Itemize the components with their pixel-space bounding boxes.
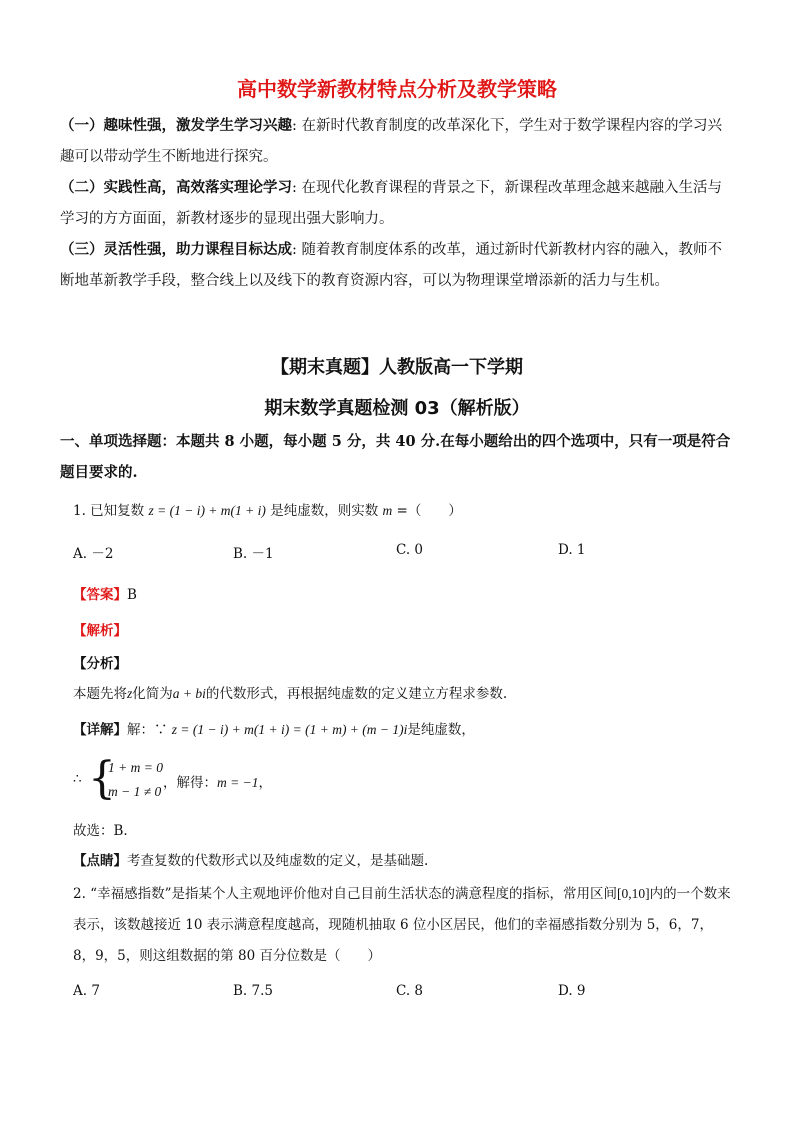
q1-option-b: B. －1 [233,546,274,562]
q1-suffix: 是纯虚数，则实数 [270,503,379,519]
fenxi-text: 本题先将z化简为a + bi的代数形式，再根据纯虚数的定义建立方程求参数. [73,686,508,702]
q1-option-c: C. 0 [396,542,424,558]
question-2: 2. “幸福感指数”是指某个人主观地评价他对自己目前生活状态的满意程度的指标，常用区间[0,10]内的一个数来表示，该数越接近 10 表示满意程度越高，现随机抽取 6 位小区居民，他们的幸福感指数分别为 5，6，7，8，9，5，则这组数据的第 80 百分位数是（ ） [73,886,731,964]
detail-line: 【详解】解：∵ z = (1 − i) + m(1 + i) = (1 + m) + (m − 1)i是纯虚数， [73,722,475,738]
point-2-body: : 在现代化教育课程的背景之下，新课程改革理念越来越融入生活与学习的方方面面，新教材逐步的显现出强大影响力。 [60,180,722,227]
system-solution: ，解得：m = −1， [163,775,272,791]
therefore-symbol: ∴ [73,771,82,787]
exam-subtitle: 【期末真题】人教版高一下学期 [271,357,523,378]
dianjing-label: 【点睛】 [73,853,127,869]
q2-interval: [0,10] [616,886,650,901]
q1-option-a: A. －2 [73,546,114,562]
answer-line [73,583,137,603]
point-1-head: （一）趣味性强，激发学生学习兴趣 [60,117,292,134]
q2-option-d: D. 9 [558,983,586,999]
dianjing-line [73,849,428,869]
answer-label: 【答案】 [73,587,127,603]
q1-option-d: D. 1 [558,542,586,558]
question-1 [73,499,462,519]
q2-option-b: B. 7.5 [233,983,273,999]
choose-line: 故选：B. [73,823,128,839]
page-title: 高中数学新教材特点分析及教学策略 [237,77,557,101]
point-3-body: : 随着教育制度体系的改革，通过新时代新教材内容的融入，教师不断地革新教学手段，整合线上以及线下的教育资源内容，可以为物理课堂增添新的活力与生机。 [60,242,722,289]
q1-prefix: 1. 已知复数 [73,503,145,519]
brace-symbol: { [88,753,116,804]
answer-value: B [127,587,137,603]
point-2-head: （二）实践性高，高效落实理论学习 [60,179,292,196]
fenxi-label: 【分析】 [73,656,127,672]
exam-title: 期末数学真题检测 03（解析版） [264,398,530,419]
analysis-label: 【解析】 [73,623,127,639]
q2-option-c: C. 8 [396,983,424,999]
q1-var: m [382,503,393,518]
system-eq-2: m − 1 ≠ 0 [108,784,162,799]
detail-label: 【详解】 [73,722,127,738]
point-3 [60,234,736,297]
point-1 [60,110,736,173]
point-3-head: （三）灵活性强，助力课程目标达成 [60,241,292,258]
q2-option-a: A. 7 [73,983,100,999]
q1-tail: =（ ） [396,503,462,519]
detail-expression: z = (1 − i) + m(1 + i) = (1 + m) + (m − 1)i [171,722,408,737]
point-2 [60,172,736,235]
system-eq-1: 1 + m = 0 [108,760,163,775]
q1-expression: z = (1 − i) + m(1 + i) [148,503,266,518]
point-1-body: : 在新时代教育制度的改革深化下，学生对于数学课程内容的学习兴趣可以带动学生不断地进行探究。 [60,118,722,165]
dianjing-text: 考查复数的代数形式以及纯虚数的定义，是基础题. [127,853,429,869]
section-heading: 一、单项选择题：本题共 8 小题，每小题 5 分，共 40 分.在每小题给出的四个选项中，只有一项是符合题目要求的. [60,433,731,481]
